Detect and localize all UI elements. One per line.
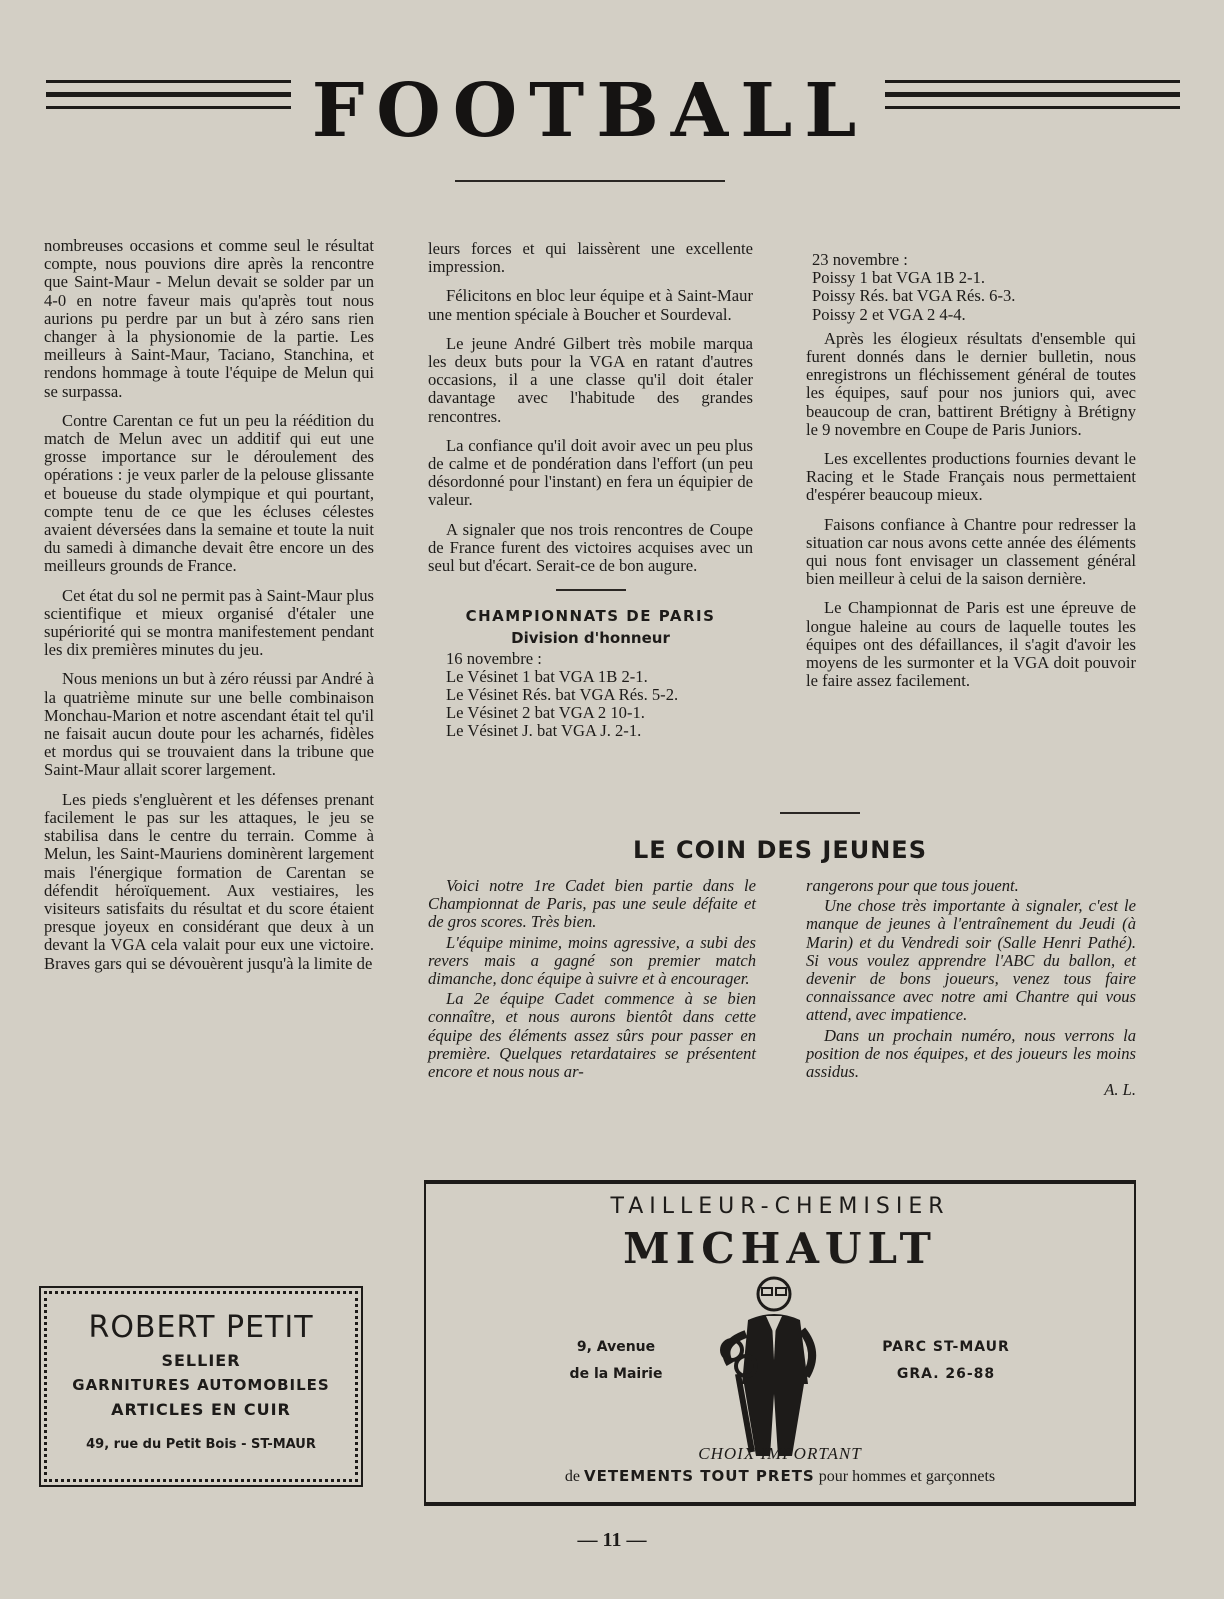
ad-contact: [856, 1334, 1036, 1388]
championnat-heading: CHAMPIONNATS DE PARIS: [465, 607, 716, 626]
paragraph: Le jeune André Gilbert très mobile marqua les deux buts pour la VGA en ratant d'autres occasions, il a une classe qu'il doit étaler davantage avec l'habitude des grandes rencontres.: [428, 333, 753, 426]
result-line: Le Vésinet Rés. bat VGA Rés. 5-2.: [446, 685, 679, 705]
division-heading: Division d'honneur: [511, 629, 670, 648]
section-divider: [556, 589, 626, 591]
title-underline: [455, 180, 725, 182]
ad-address-line: 9, Avenue: [576, 1339, 656, 1355]
ad-address: [546, 1334, 686, 1388]
ad-tagline-bold: VETEMENTS TOUT PRETS: [583, 1467, 815, 1485]
paragraph: Faisons confiance à Chantre pour redresser la situation car nous avons cette année des éléments qui nous font envisager un classement général bien meilleur à celui de la saison dernière.: [806, 514, 1136, 589]
result-line: Le Vésinet 2 bat VGA 2 10-1.: [446, 703, 645, 723]
ad-place: PARC ST-MAUR: [882, 1339, 1010, 1355]
result-line: Poissy Rés. bat VGA Rés. 6-3.: [812, 286, 1016, 306]
ad-tagline-pre: de: [564, 1468, 580, 1485]
signature: A. L.: [1104, 1080, 1136, 1100]
paragraph: Cet état du sol ne permit pas à Saint-Maur plus scientifique et mieux organisé d'étaler une supériorité qui se montra manifestement pendant les dix premières minutes du jeu.: [44, 585, 374, 660]
ad-tagline: [426, 1467, 1134, 1486]
ad-line: GARNITURES AUTOMOBILES: [72, 1376, 330, 1394]
result-line: Le Vésinet J. bat VGA J. 2-1.: [446, 721, 642, 741]
paragraph: Nous menions un but à zéro réussi par André à la quatrième minute sur une belle combinaison Monchau-Marion et notre ascendant était tel qu'il ne faisait aucun doute pour les acharnés, fidèles et mordus qui se trouvaient dans la tribune que Saint-Maur allait scorer largement.: [44, 669, 374, 780]
ad-slogan: CHOIX IMPORTANT: [698, 1444, 862, 1463]
paragraph: Contre Carentan ce fut un peu la réédition du match de Melun avec un additif qui eut une grosse importance sur le déroulement des opérations : je veux parler de la pelouse glissante et boueuse du stade olympique et qui pourtant, compte tenu de ce que les écluses célestes avaient déversées dans la semaine et toute la nuit du samedi à dimanche devait être encore un des meilleurs grounds de France.: [44, 410, 374, 576]
paragraph: Le Championnat de Paris est une épreuve de longue haleine au cours de laquelle toutes les équipes ont des défaillances, il s'agit d'avoir les moyens de les surmonter et la VGA doit pouvoir le faire assez facilement.: [806, 598, 1136, 691]
coin-column-right: [806, 877, 1136, 1099]
advertiser-name: ROBERT PETIT: [88, 1310, 314, 1345]
paragraph: rangerons pour que tous jouent.: [806, 876, 1019, 895]
ad-tagline-post: pour hommes et garçonnets: [818, 1468, 996, 1485]
paragraph: La confiance qu'il doit avoir avec un peu plus de calme et de pondération dans l'effort (un peu désordonné pour l'instant) en fera un équipier de valeur.: [428, 435, 753, 510]
paragraph: Dans un prochain numéro, nous verrons la position de nos équipes, et des joueurs les moins assidus.: [806, 1025, 1136, 1082]
paragraph: nombreuses occasions et comme seul le résultat compte, nous pouvions dire après la rencontre que Saint-Maur - Melun devait se solder par un 4-0 en notre faveur mais qu'après tout nous aurions pu perdre par un but à zéro sans rien changer à la physionomie de la partie. Les meilleurs à Saint-Maur, Taciano, Stanchina, et rendons hommage à toute l'équipe de Melun qui se surpassa.: [44, 236, 374, 401]
result-line: Poissy 2 et VGA 2 4-4.: [812, 304, 966, 324]
coin-column-left: [428, 877, 756, 1092]
paragraph: La 2e équipe Cadet commence à se bien connaître, et nous aurons bientôt dans cette équipe des éléments assez sûrs pour passer en première. Quelques retardataires se présentent encore et nous nous ar-: [428, 989, 756, 1082]
coin-des-jeunes-heading: LE COIN DES JEUNES: [633, 836, 927, 864]
article-column-3: [806, 251, 1136, 701]
result-line: Le Vésinet 1 bat VGA 1B 2-1.: [446, 666, 648, 686]
article-column-1: [44, 237, 374, 984]
masthead-rules-left: [46, 80, 291, 130]
result-line: Poissy 1 bat VGA 1B 2-1.: [812, 268, 986, 288]
page-title: FOOTBALL: [311, 68, 869, 154]
ad-line: ARTICLES EN CUIR: [111, 1400, 291, 1419]
ad-trade: TAILLEUR-CHEMISIER: [610, 1194, 950, 1219]
masthead: [40, 68, 1190, 162]
advertiser-name: MICHAULT: [623, 1224, 937, 1273]
paragraph: L'équipe minime, moins agressive, a subi des revers mais a gagné son premier match dimanche, donc équipe à suivre et à encourager.: [428, 932, 756, 989]
ad-line: SELLIER: [161, 1351, 241, 1370]
paragraph: Les excellentes productions fournies devant le Racing et le Stade Français nous permettaient d'espérer beaucoup mieux.: [806, 449, 1136, 505]
paragraph: Une chose très importante à signaler, c'est le manque de jeunes à l'entraînement du Jeudi (à Marin) et du Vendredi soir (Salle Henri Pathé). Si vous voulez apprendre l'ABC du ballon, et devenir de bons joueurs, venez tous faire connaissance avec notre ami Chantre qui vous attend, avec impatience.: [806, 896, 1136, 1025]
result-date: 23 novembre :: [812, 250, 908, 269]
paragraph: Félicitons en bloc leur équipe et à Saint-Maur une mention spéciale à Boucher et Sourdeval.: [428, 286, 753, 324]
paragraph: Les pieds s'engluèrent et les défenses prenant facilement le pas sur les attaques, le jeu se stabilisa dans le centre du terrain. Comme à Melun, les Saint-Mauriens dominèrent largement mais l'énergique formation de Carentan se défendit héroïquement. Aux vestiaires, les visiteurs satisfaits du résultat et du score étaient presque joyeux en considérant que deux à un devant la VGA cela valait pour eux une victoire. Braves gars qui se dévouèrent jusqu'à la limite de: [44, 789, 374, 973]
ad-address: 49, rue du Petit Bois - ST-MAUR: [86, 1437, 316, 1452]
paragraph: A signaler que nos trois rencontres de Coupe de France furent des victoires acquises avec un seul but d'écart. Serait-ce de bon augure.: [428, 519, 753, 576]
ad-michault: [424, 1180, 1136, 1506]
paragraph: Voici notre 1re Cadet bien partie dans le Championnat de Paris, pas une seule défaite et de gros scores. Très bien.: [428, 876, 756, 932]
section-divider: [780, 812, 860, 814]
page-number: — 11 —: [577, 1529, 647, 1551]
paragraph: Après les élogieux résultats d'ensemble qui furent donnés dans le dernier bulletin, nous enregistrons un fléchissement général de toutes les équipes, sauf pour nos juniors qui, avec beaucoup de cran, battirent Brétigny à Brétigny le 9 novembre en Coupe de Paris Juniors.: [806, 328, 1136, 439]
ad-address-line: de la Mairie: [569, 1366, 663, 1382]
paragraph: leurs forces et qui laissèrent une excellente impression.: [428, 239, 753, 277]
ad-robert-petit: [44, 1291, 358, 1482]
article-column-2: [428, 240, 753, 741]
tailor-illustration-icon: [708, 1264, 838, 1464]
ad-phone: GRA. 26-88: [896, 1366, 996, 1382]
masthead-rules-right: [885, 80, 1180, 130]
result-date: 16 novembre :: [446, 648, 542, 668]
